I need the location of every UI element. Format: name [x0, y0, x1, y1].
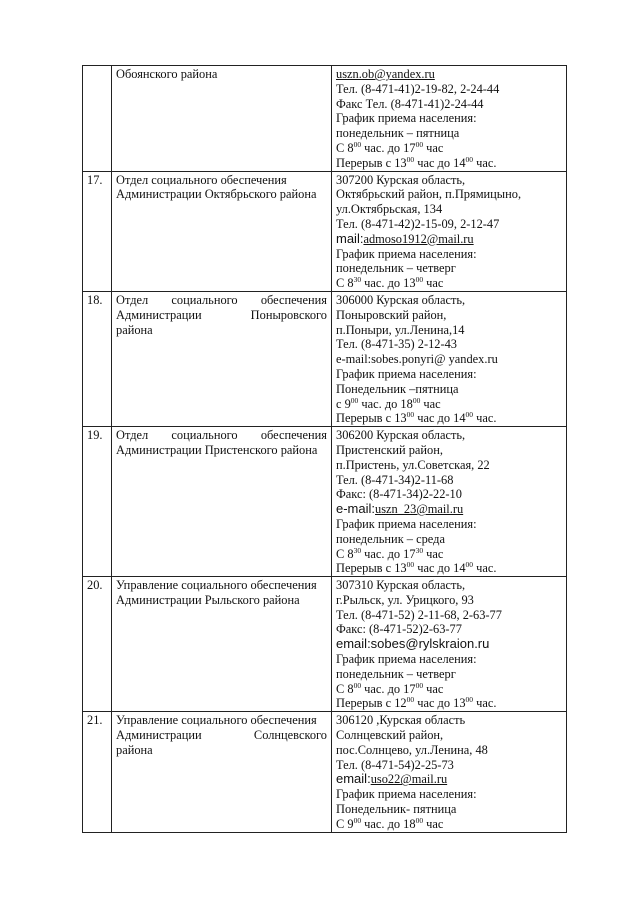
- schedule-label: График приема населения:: [336, 652, 477, 667]
- row-number: 17.: [83, 171, 112, 291]
- organization-name: [112, 427, 332, 577]
- org-line: района: [116, 322, 153, 337]
- email-prefix: email:: [336, 771, 371, 787]
- schedule-hours: С $8^{00}$ час. до $17^{00}$ час: [336, 680, 444, 696]
- address-line: Солнцевский район,: [336, 728, 444, 743]
- contacts-table: [82, 65, 567, 833]
- schedule-days: понедельник – пятница: [336, 126, 460, 141]
- contact-info: [332, 66, 567, 172]
- address-line: 307200 Курская область,: [336, 172, 466, 187]
- schedule-hours: С $8^{00}$ час. до $17^{00}$ час: [336, 139, 444, 155]
- address-line: Октябрьский район, п.Прямицыно,: [336, 187, 522, 202]
- phone: Тел. (8-471-35) 2-12-43: [336, 337, 457, 352]
- schedule-break: Перерыв с $13^{00}$ час до $14^{00}$ час.: [336, 410, 497, 426]
- schedule-days: понедельник – четверг: [336, 666, 456, 681]
- row-number: 19.: [83, 427, 112, 577]
- phone: Тел. (8-471-52) 2-11-68, 2-63-77: [336, 607, 502, 622]
- org-line: Управление социального обеспечения: [116, 713, 317, 728]
- schedule-hours: С $8^{30}$ час. до $13^{00}$ час: [336, 275, 444, 291]
- org-line: Обоянского района: [116, 67, 218, 81]
- address-line: 306200 Курская область,: [336, 428, 466, 443]
- contact-info: [332, 171, 567, 291]
- org-line: Администрации Солнцевского: [116, 728, 327, 743]
- schedule-break: Перерыв с $12^{00}$ час до $13^{00}$ час.: [336, 695, 497, 711]
- organization-name: [112, 712, 332, 832]
- email-link[interactable]: uso22@mail.ru: [370, 772, 448, 787]
- schedule-label: График приема населения:: [336, 516, 477, 531]
- email-line: e-mail:sobes.ponyri@ yandex.ru: [336, 352, 498, 367]
- contact-info: [332, 712, 567, 832]
- schedule-label: График приема населения:: [336, 366, 477, 381]
- row-number: 18.: [83, 291, 112, 426]
- schedule-break: Перерыв с $13^{00}$ час до $14^{00}$ час.: [336, 560, 497, 576]
- organization-name: [112, 577, 332, 712]
- phone: Тел. (8-471-42)2-15-09, 2-12-47: [336, 216, 500, 231]
- address-line: 306000 Курская область,: [336, 292, 466, 307]
- organization-name: [112, 171, 332, 291]
- email-line: [336, 232, 562, 247]
- table-row: [83, 427, 567, 577]
- org-line: района: [116, 742, 153, 757]
- table-row: [83, 66, 567, 172]
- address-line: 306120 ,Курская область: [336, 713, 466, 728]
- phone: Тел. (8-471-54)2-25-73: [336, 757, 454, 772]
- row-number: [83, 66, 112, 172]
- email-link[interactable]: uszn.ob@yandex.ru: [336, 67, 435, 81]
- fax: Факс: (8-471-34)2-22-10: [336, 487, 462, 502]
- address-line: Поныровский район,: [336, 307, 447, 322]
- org-line: Администрации Октябрьского района: [116, 187, 317, 202]
- email-line: [336, 772, 562, 787]
- org-line: Администрации Пристенского района: [116, 442, 318, 457]
- row-number: 20.: [83, 577, 112, 712]
- schedule-days: понедельник – среда: [336, 531, 445, 546]
- email-link[interactable]: uszn_23@mail.ru: [375, 502, 464, 517]
- org-line: Отдел социального обеспечения: [116, 292, 327, 307]
- address-line: п.Пристень, ул.Советская, 22: [336, 457, 490, 472]
- org-line: Администрации Поныровского: [116, 307, 327, 322]
- schedule-label: График приема населения:: [336, 246, 477, 261]
- fax: Факс Тел. (8-471-41)2-24-44: [336, 96, 484, 111]
- table-row: [83, 291, 567, 426]
- address-line: 307310 Курская область,: [336, 578, 466, 593]
- phone: Тел. (8-471-41)2-19-82, 2-24-44: [336, 81, 500, 96]
- email-prefix: e-mail:: [336, 501, 376, 517]
- schedule-days: понедельник – четверг: [336, 261, 456, 276]
- contact-info: [332, 577, 567, 712]
- org-line: Администрации Рыльского района: [116, 592, 300, 607]
- schedule-hours: С $9^{00}$ час. до $18^{00}$ час: [336, 815, 444, 831]
- table-row: [83, 171, 567, 291]
- schedule-days: Понедельник –пятница: [336, 381, 459, 396]
- email-prefix: mail:: [336, 230, 364, 246]
- address-line: ул.Октябрьская, 134: [336, 202, 443, 217]
- org-line: Отдел социального обеспечения: [116, 172, 287, 187]
- schedule-hours: с $9^{00}$ час. до $18^{00}$ час: [336, 395, 441, 411]
- schedule-label: График приема населения:: [336, 111, 477, 126]
- schedule-hours: С $8^{30}$ час. до $17^{30}$ час: [336, 545, 444, 561]
- fax: Факс: (8-471-52)2-63-77: [336, 622, 462, 637]
- phone: Тел. (8-471-34)2-11-68: [336, 472, 454, 487]
- org-line: Управление социального обеспечения: [116, 578, 317, 593]
- schedule-label: График приема населения:: [336, 787, 477, 802]
- table-row: [83, 712, 567, 832]
- email-line: email:sobes@rylskraion.ru: [336, 636, 490, 652]
- contact-info: [332, 291, 567, 426]
- address-line: пос.Солнцево, ул.Ленина, 48: [336, 742, 488, 757]
- schedule-days: Понедельник- пятница: [336, 802, 457, 817]
- schedule-break: Перерыв с $13^{00}$ час до $14^{00}$ час.: [336, 154, 497, 170]
- contact-info: [332, 427, 567, 577]
- row-number: 21.: [83, 712, 112, 832]
- address-line: п.Поныри, ул.Ленина,14: [336, 322, 465, 337]
- address-line: Пристенский район,: [336, 442, 443, 457]
- organization-name: [112, 291, 332, 426]
- organization-name: [112, 66, 332, 172]
- address-line: г.Рыльск, ул. Урицкого, 93: [336, 592, 474, 607]
- org-line: Отдел социального обеспечения: [116, 428, 327, 443]
- table-row: [83, 577, 567, 712]
- email-link[interactable]: admoso1912@mail.ru: [363, 231, 474, 246]
- email-line: [336, 502, 562, 517]
